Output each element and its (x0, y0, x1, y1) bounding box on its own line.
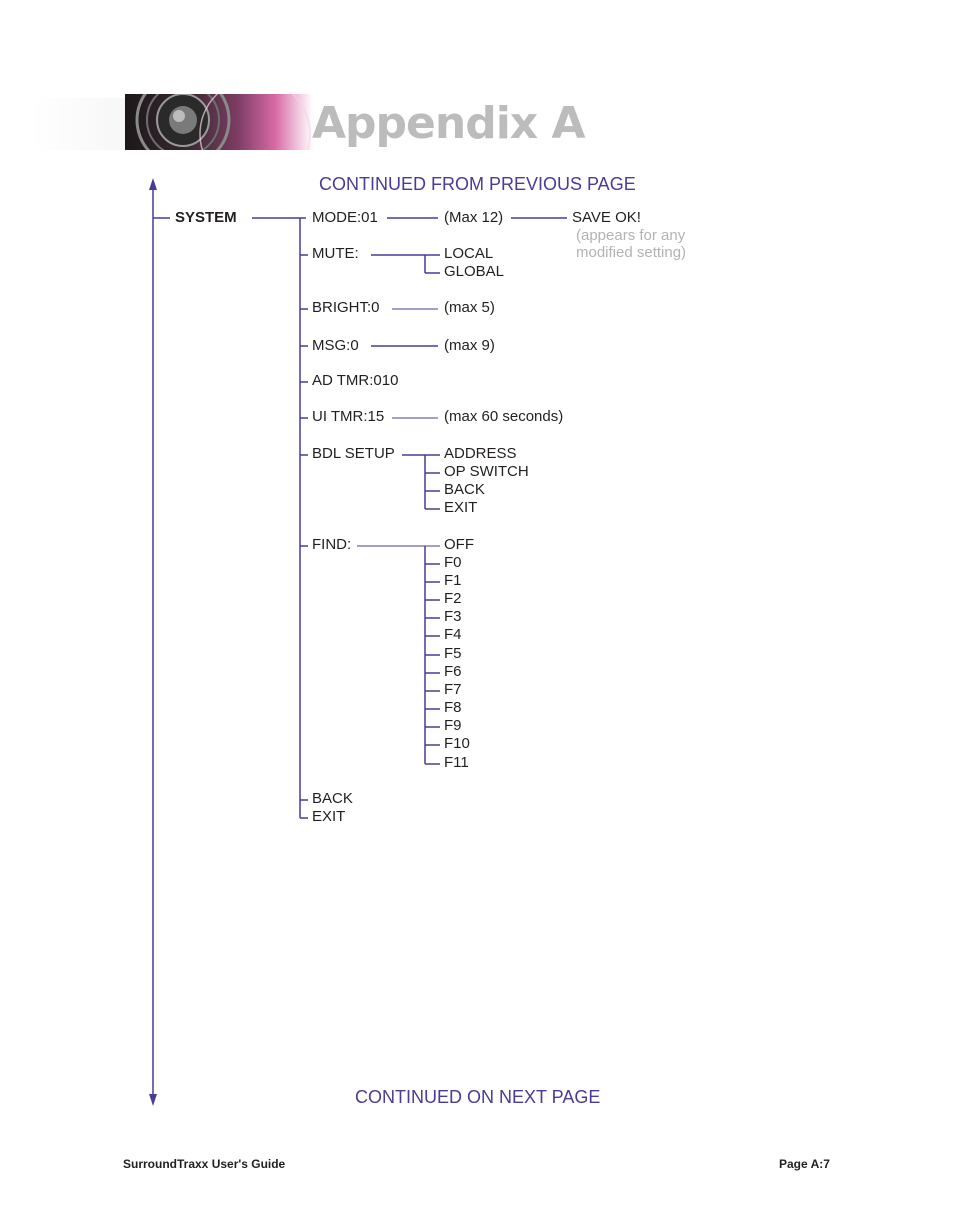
menu-item-bright: BRIGHT:0 (312, 299, 380, 316)
save-ok-label: SAVE OK! (572, 209, 641, 226)
menu-item-ad-tmr: AD TMR:010 (312, 372, 399, 389)
menu-item-find: FIND: (312, 536, 352, 553)
bright-range: (max 5) (444, 299, 495, 316)
find-option: F7 (444, 681, 462, 698)
menu-item-back: BACK (312, 790, 353, 807)
mute-option-global: GLOBAL (444, 263, 505, 280)
menu-item-ui-tmr: UI TMR:15 (312, 408, 385, 425)
find-option: F1 (444, 572, 462, 589)
find-option: F5 (444, 645, 462, 662)
footer-guide-title: SurroundTraxx User's Guide (123, 1157, 286, 1171)
arrow-up-icon (149, 178, 157, 190)
bdl-item-back: BACK (444, 481, 485, 498)
find-option: F11 (444, 754, 469, 771)
find-option: F2 (444, 590, 462, 607)
footer-page-number: Page A:7 (779, 1157, 830, 1171)
ui-tmr-range: (max 60 seconds) (444, 408, 564, 425)
save-note-line1: (appears for any (576, 227, 686, 244)
find-option: F8 (444, 699, 462, 716)
menu-item-mute: MUTE: (312, 245, 359, 262)
msg-range: (max 9) (444, 337, 495, 354)
mute-option-local: LOCAL (444, 245, 494, 262)
bdl-item-op-switch: OP SWITCH (444, 463, 529, 480)
find-option: F3 (444, 608, 462, 625)
arrow-down-icon (149, 1094, 157, 1106)
menu-root-system: SYSTEM (175, 209, 237, 226)
save-note-line2: modified setting) (576, 244, 687, 261)
continued-from-label: CONTINUED FROM PREVIOUS PAGE (319, 174, 636, 194)
bdl-item-exit: EXIT (444, 499, 478, 516)
continued-on-label: CONTINUED ON NEXT PAGE (355, 1087, 601, 1107)
menu-item-exit: EXIT (312, 808, 346, 825)
mode-range: (Max 12) (444, 209, 504, 226)
page-title: Appendix A (312, 98, 585, 149)
find-option: F6 (444, 663, 462, 680)
menu-item-msg: MSG:0 (312, 337, 359, 354)
find-option: F0 (444, 554, 462, 571)
find-option: F9 (444, 717, 462, 734)
find-option: F4 (444, 626, 462, 643)
menu-item-mode: MODE:01 (312, 209, 378, 226)
find-option: F10 (444, 735, 470, 752)
bdl-item-address: ADDRESS (444, 445, 517, 462)
find-option: OFF (444, 536, 474, 553)
menu-item-bdl-setup: BDL SETUP (312, 445, 395, 462)
